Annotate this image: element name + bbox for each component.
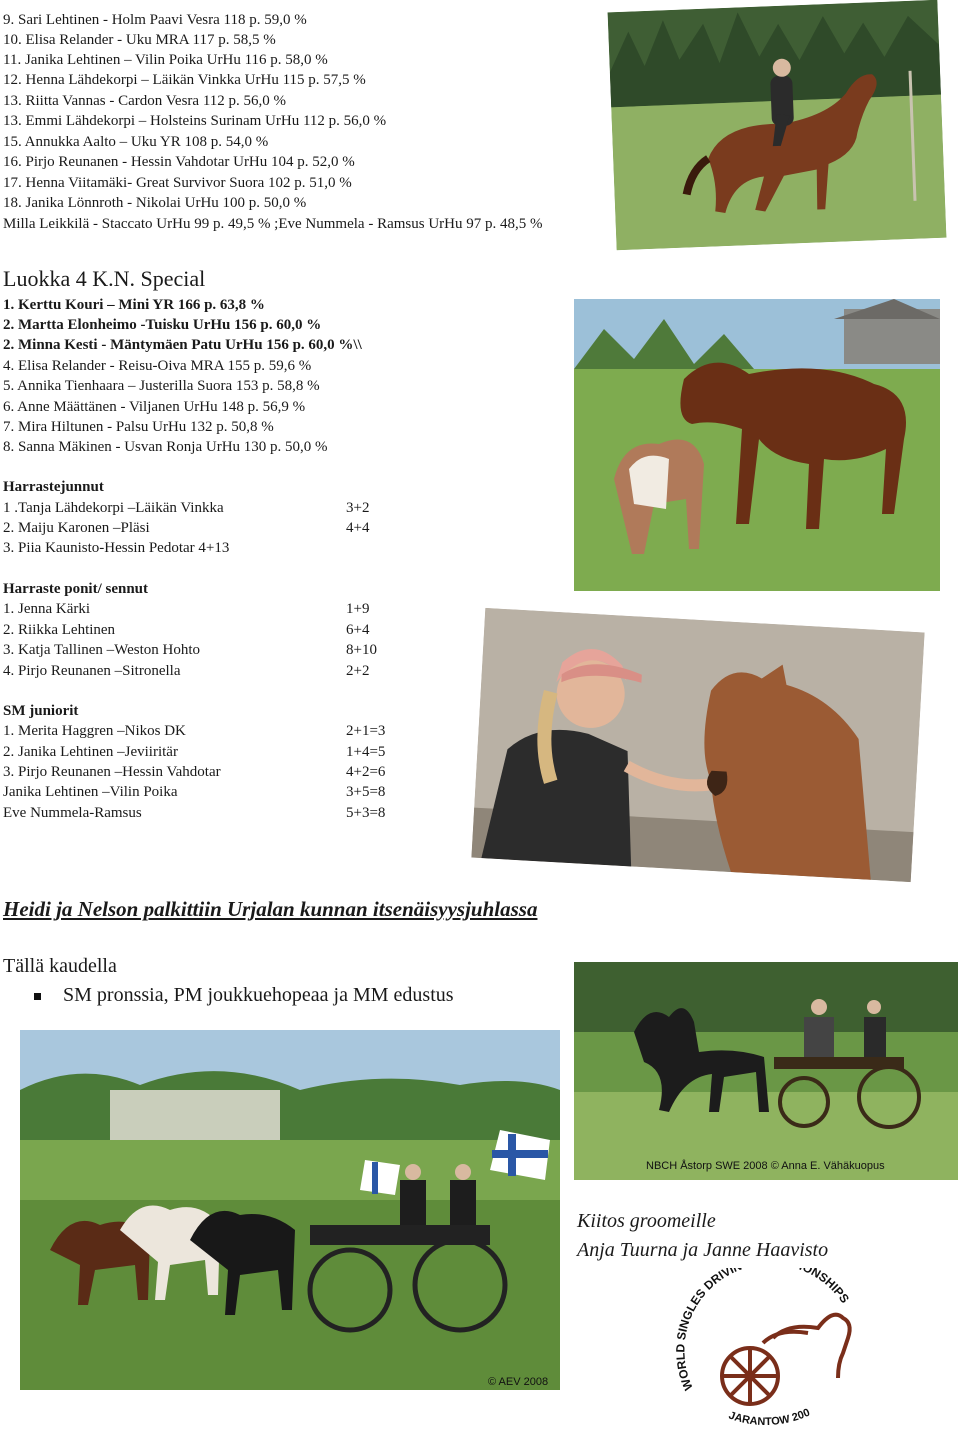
team-carriage-photo [20, 1030, 560, 1390]
score: 2+2 [346, 663, 370, 679]
result-row: 13. Riitta Vannas - Cardon Vesra 112 p. 56,0 % [3, 93, 287, 109]
horse-outline-icon [773, 1315, 850, 1378]
section-title: Harraste ponit/ sennut [3, 581, 149, 597]
list-item: 1. Jenna Kärki [3, 601, 91, 617]
bullet-square-icon [34, 993, 41, 1000]
score: 2+1=3 [346, 723, 386, 739]
score: 3+2 [346, 500, 370, 516]
svg-text:WORLD SINGLES DRIVING CHAMPION [673, 1268, 852, 1392]
result-row: 8. Sanna Mäkinen - Usvan Ronja UrHu 130 p. 50,0 % [3, 439, 328, 455]
score: 4+2=6 [346, 764, 386, 780]
carriage-photo [574, 962, 958, 1180]
list-item: 2. Janika Lehtinen –Jeviiritär [3, 744, 178, 760]
thanks-line: Anja Tuurna ja Janne Haavisto [577, 1239, 829, 1261]
list-item: Eve Nummela-Ramsus [3, 805, 142, 821]
list-item: 4. Pirjo Reunanen –Sitronella [3, 663, 181, 679]
result-row: 7. Mira Hiltunen - Palsu UrHu 132 p. 50,8 % [3, 419, 274, 435]
list-item: 3. Piia Kaunisto-Hessin Pedotar 4+13 [3, 540, 230, 556]
score: 1+4=5 [346, 744, 386, 760]
photo-caption: © AEV 2008 [488, 1376, 549, 1388]
result-row: 6. Anne Määttänen - Viljanen UrHu 148 p. 56,9 % [3, 399, 306, 415]
photo-caption: NBCH Åstorp SWE 2008 © Anna E. Vähäkuopus [646, 1160, 885, 1172]
result-row: 17. Henna Viitamäki- Great Survivor Suora 102 p. 51,0 % [3, 175, 352, 191]
list-item: 2. Riikka Lehtinen [3, 622, 116, 638]
thanks-line: Kiitos groomeille [577, 1210, 716, 1232]
championship-logo [668, 1268, 868, 1428]
girl-foal-photo [471, 608, 924, 882]
list-item: 1 .Tanja Lähdekorpi –Läikän Vinkka [3, 500, 224, 516]
result-row: 13. Emmi Lähdekorpi – Holsteins Surinam UrHu 112 p. 56,0 % [3, 113, 387, 129]
score: 3+5=8 [346, 784, 386, 800]
class4-title: Luokka 4 K.N. Special [3, 266, 206, 291]
result-row: 18. Janika Lönnroth - Nikolai UrHu 100 p. 50,0 % [3, 195, 307, 211]
score: 1+9 [346, 601, 370, 617]
headline: Heidi ja Nelson palkittiin Urjalan kunnan itsenäisyysjuhlassa [3, 897, 538, 921]
list-item: 1. Merita Haggren –Nikos DK [3, 723, 186, 739]
mare-foal-photo [574, 299, 940, 591]
section-title: SM juniorit [3, 703, 79, 719]
rider-photo [608, 0, 947, 250]
result-row: 11. Janika Lehtinen – Vilin Poika UrHu 116 p. 58,0 % [3, 52, 328, 68]
logo-arc-text: WORLD SINGLES DRIVI ONSHIPS [673, 1268, 852, 1393]
list-item: 2. Maiju Karonen –Pläsi [3, 520, 150, 536]
score: 4+4 [346, 520, 370, 536]
result-row: 4. Elisa Relander - Reisu-Oiva MRA 155 p. 59,6 % [3, 358, 312, 374]
wheel-icon [722, 1348, 778, 1404]
result-row: 5. Annika Tienhaara – Justerilla Suora 153 p. 58,8 % [3, 378, 320, 394]
season-bullet [34, 984, 454, 1007]
result-row: 10. Elisa Relander - Uku MRA 117 p. 58,5 % [3, 32, 276, 48]
result-row: 12. Henna Lähdekorpi – Läikän Vinkka UrHu 115 p. 57,5 % [3, 72, 366, 88]
result-row: 2. Martta Elonheimo -Tuisku UrHu 156 p. 60,0 % [3, 317, 322, 333]
season-intro: Tällä kaudella [3, 955, 117, 977]
list-item: 3. Pirjo Reunanen –Hessin Vahdotar [3, 764, 221, 780]
result-row: 15. Annukka Aalto – Uku YR 108 p. 54,0 % [3, 134, 269, 150]
list-item: 3. Katja Tallinen –Weston Hohto [3, 642, 201, 658]
section-title: Harrastejunnut [3, 479, 104, 495]
result-row: 2. Minna Kesti - Mäntymäen Patu UrHu 156 p. 60,0 %\\ [3, 337, 362, 353]
result-row: 16. Pirjo Reunanen - Hessin Vahdotar UrHu 104 p. 52,0 % [3, 154, 355, 170]
result-row: 9. Sari Lehtinen - Holm Paavi Vesra 118 p. 59,0 % [3, 12, 307, 28]
result-row: Milla Leikkilä - Staccato UrHu 99 p. 49,5 % ;Eve Nummela - Ramsus UrHu 97 p. 48,5 % [3, 216, 543, 232]
season-bullet-text: SM pronssia, PM joukkuehopeaa ja MM edustus [63, 984, 454, 1006]
score: 8+10 [346, 642, 377, 658]
score: 5+3=8 [346, 805, 386, 821]
logo-bottom-text: JARANTOW 200 [727, 1406, 812, 1428]
score: 6+4 [346, 622, 370, 638]
list-item: Janika Lehtinen –Vilin Poika [3, 784, 178, 800]
result-row: 1. Kerttu Kouri – Mini YR 166 p. 63,8 % [3, 297, 265, 313]
